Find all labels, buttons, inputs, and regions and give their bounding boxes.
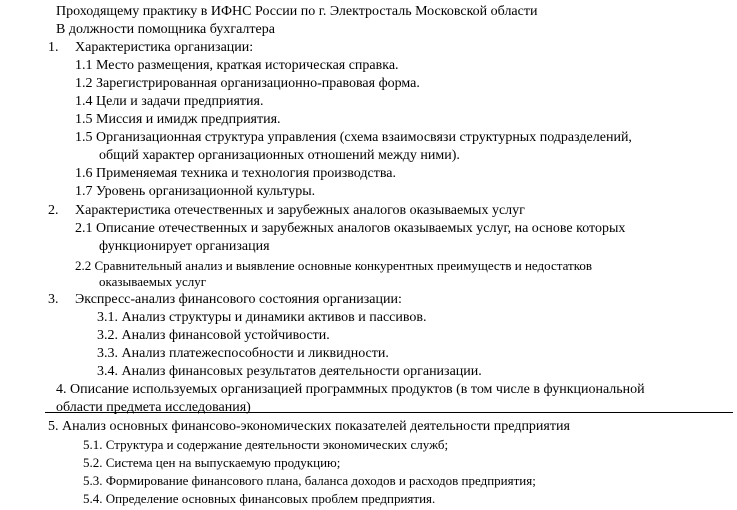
section-1-title: Характеристика организации: <box>75 40 254 55</box>
item-1-2: 1.2 Зарегистрированная организационно-правовая форма. <box>75 76 420 91</box>
header-line-2: В должности помощника бухгалтера <box>56 22 275 37</box>
item-1-5-continuation: общий характер организационных отношений между ними). <box>99 148 460 163</box>
item-1-5-org-structure: 1.5 Организационная структура управления (схема взаимосвязи структурных подразделений, <box>75 130 632 145</box>
section-2-title: Характеристика отечественных и зарубежных аналогов оказываемых услуг <box>75 203 525 218</box>
item-1-7: 1.7 Уровень организационной культуры. <box>75 184 316 199</box>
item-1-5: 1.5 Миссия и имидж предприятия. <box>75 112 281 127</box>
section-3-number: 3. <box>48 292 59 307</box>
item-5-2: 5.2. Система цен на выпускаемую продукцию; <box>83 455 341 470</box>
item-3-2: 3.2. Анализ финансовой устойчивости. <box>97 328 330 343</box>
header-line-1: Проходящему практику в ИФНС России по г. Электросталь Московской области <box>56 4 538 19</box>
section-3-title: Экспресс-анализ финансового состояния организации: <box>75 292 402 307</box>
item-5-3: 5.3. Формирование финансового плана, баланса доходов и расходов предприятия; <box>83 473 536 488</box>
section-2-number: 2. <box>48 203 59 218</box>
section-1-number: 1. <box>48 40 59 55</box>
item-1-1: 1.1 Место размещения, краткая историческая справка. <box>75 58 399 73</box>
section-5-title: 5. Анализ основных финансово-экономических показателей деятельности предприятия <box>48 419 570 434</box>
item-5-4: 5.4. Определение основных финансовых проблем предприятия. <box>83 491 436 506</box>
section-4-line-1: 4. Описание используемых организацией программных продуктов (в том числе в функциональной <box>56 382 645 397</box>
item-2-1: 2.1 Описание отечественных и зарубежных аналогов оказываемых услуг, на основе которых <box>75 221 626 236</box>
section-4-line-2: области предмета исследования) <box>56 400 251 415</box>
item-2-2-continuation: оказываемых услуг <box>99 274 207 289</box>
item-3-3: 3.3. Анализ платежеспособности и ликвидности. <box>97 346 389 361</box>
item-1-6: 1.6 Применяемая техника и технология производства. <box>75 166 397 181</box>
item-1-4: 1.4 Цели и задачи предприятия. <box>75 94 264 109</box>
item-3-1: 3.1. Анализ структуры и динамики активов и пассивов. <box>97 310 427 325</box>
item-2-1-continuation: функционирует организация <box>99 239 270 254</box>
item-3-4: 3.4. Анализ финансовых результатов деятельности организации. <box>97 364 482 379</box>
section-divider <box>45 412 733 413</box>
item-5-1: 5.1. Структура и содержание деятельности экономических служб; <box>83 437 449 452</box>
item-2-2: 2.2 Сравнительный анализ и выявление основные конкурентных преимуществ и недостатков <box>75 258 592 273</box>
